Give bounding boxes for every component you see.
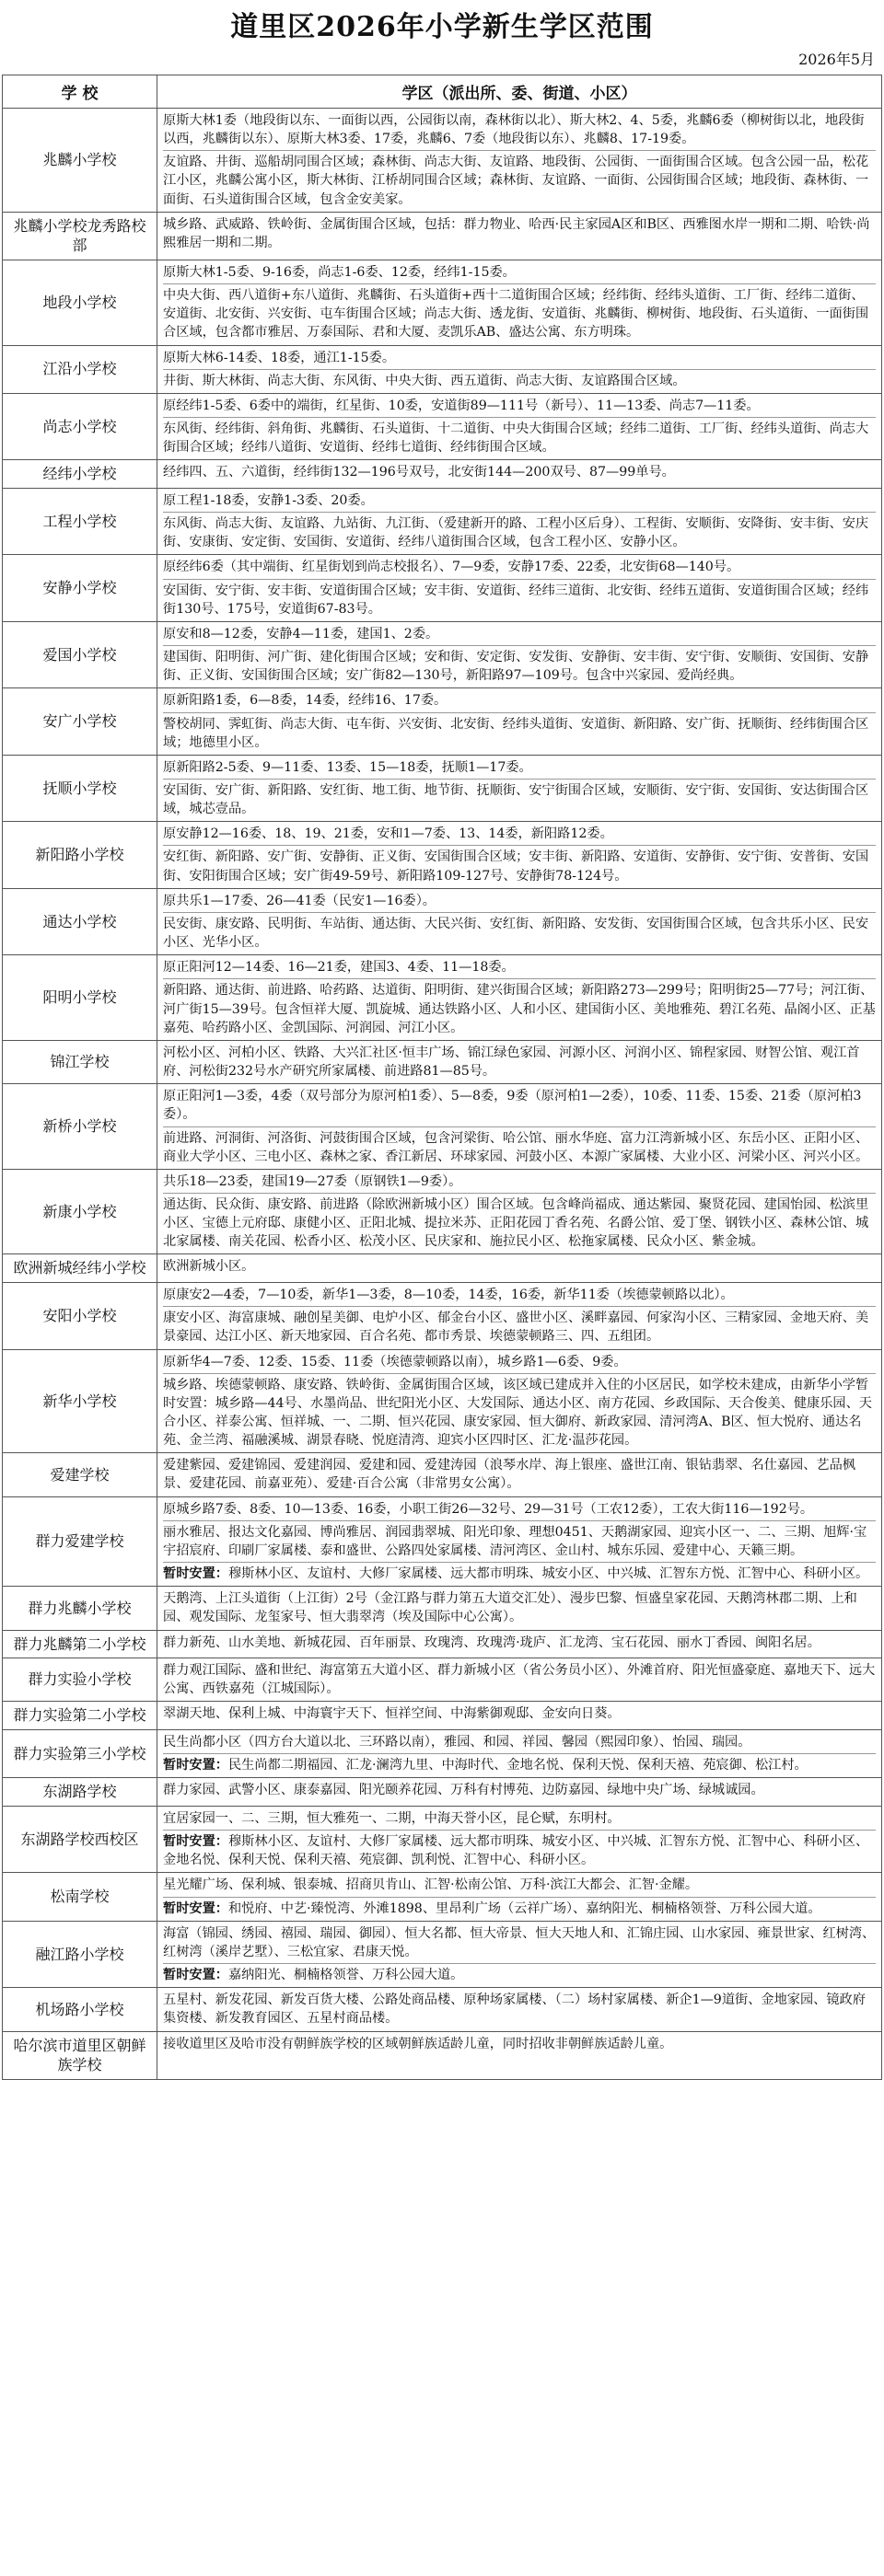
district-area (157, 488, 882, 554)
area-text: 接收道里区及哈市没有朝鲜族学校的区域朝鲜族适龄儿童，同时招收非朝鲜族适龄儿童。 (163, 2036, 673, 2051)
table-row (3, 1778, 882, 1807)
table-row (3, 1453, 882, 1496)
area-text: 河松小区、河柏小区、铁路、大兴汇社区·恒丰广场、锦江绿色家园、河源小区、河润小区、锦程家园、财智公馆、观江首府、河松街232号水产研究所家属楼、前进路81—85号。 (163, 1045, 860, 1080)
school-name: 群力兆麟小学校 (3, 1587, 157, 1630)
school-name: 抚顺小学校 (3, 755, 157, 821)
area-segment (163, 369, 876, 390)
school-name: 群力实验第二小学校 (3, 1702, 157, 1730)
table-row (3, 1254, 882, 1283)
school-name: 经纬小学校 (3, 460, 157, 489)
district-area (157, 345, 882, 393)
area-segment (163, 978, 876, 1036)
school-name: 安广小学校 (3, 688, 157, 755)
area-text: 群力观江国际、盛和世纪、海富第五大道小区、群力新城小区（省公务员小区）、外滩首府、阳光恒盛豪庭、嘉地天下、远大公寓、西铁嘉苑（江城国际）。 (163, 1663, 876, 1697)
school-name: 群力实验第三小学校 (3, 1730, 157, 1778)
district-area (157, 1988, 882, 2031)
district-area (157, 1730, 882, 1778)
district-area (157, 109, 882, 213)
district-area (157, 1806, 882, 1872)
area-segment (163, 1661, 876, 1698)
area-segment (163, 1830, 876, 1869)
table-row (3, 1040, 882, 1083)
area-segment (163, 150, 876, 208)
area-segment (163, 1257, 876, 1276)
area-segment (163, 1753, 876, 1774)
district-area (157, 1254, 882, 1283)
area-text: 穆斯林小区、友谊村、大修厂家属楼、远大都市明珠、城安小区、中兴城、汇智东方悦、汇智中心、科研小区、金地名悦、保利天悦、保利天禧、苑宸御、凯利悦、汇智中心、科研小区。 (163, 1834, 869, 1868)
table-row (3, 1988, 882, 2031)
area-segment (163, 845, 876, 884)
area-text: 原新华4—7委、12委、15委、11委（埃德蒙顿路以南），城乡路1—6委、9委。 (163, 1354, 627, 1369)
area-segment (163, 579, 876, 618)
school-name: 江沿小学校 (3, 345, 157, 393)
area-text: 原斯大林6-14委、18委，通江1-15委。 (163, 350, 396, 365)
district-area (157, 460, 882, 489)
area-segment (163, 1634, 876, 1652)
area-text: 原正阳河1—3委，4委（双号部分为原河柏1委）、5—8委，9委（原河柏1—2委），10委、11委、15委、21委（原河柏3委）。 (163, 1089, 862, 1123)
district-area (157, 1702, 882, 1730)
area-text: 原正阳河12—14委、16—21委，建国3、4委、11—18委。 (163, 960, 515, 976)
district-area (157, 260, 882, 345)
area-segment (163, 2035, 876, 2053)
area-segment (163, 1963, 876, 1984)
school-name: 锦江学校 (3, 1040, 157, 1083)
area-text: 宜居家园一、二、三期，恒大雅苑一、二期，中海天誉小区，昆仑赋，东明村。 (163, 1810, 621, 1826)
table-row (3, 755, 882, 821)
area-segment (163, 263, 876, 282)
table-row (3, 1283, 882, 1349)
school-name: 爱建学校 (3, 1453, 157, 1496)
area-segment (163, 1286, 876, 1304)
area-segment (163, 283, 876, 341)
table-row (3, 109, 882, 213)
header-school: 学 校 (3, 75, 157, 109)
area-text: 共乐18—23委，建国19—27委（原钢铁1—9委）。 (163, 1173, 462, 1189)
area-segment (163, 491, 876, 510)
area-text: 东风街、尚志大街、友谊路、九站街、九江街、（爱建新开的路、工程小区后身）、工程街、安顺街、安降街、安丰街、安庆街、安康街、安定街、安国街、安道街、经纬八道街围合区域，包含工程小区、安静小区。 (163, 516, 869, 550)
table-row (3, 345, 882, 393)
area-segment (163, 712, 876, 752)
area-segment (163, 1520, 876, 1560)
area-segment (163, 1733, 876, 1751)
area-text: 安红街、新阳路、安广街、安静街、正义街、安国街围合区域；安丰街、新阳路、安道街、安静街、安宁街、安普街、安国街、安阳街围合区域；安广街49-59号、新阳路109-127号、安静街78-124号。 (163, 849, 869, 884)
school-name: 安阳小学校 (3, 1283, 157, 1349)
district-area (157, 1921, 882, 1987)
table-row (3, 1730, 882, 1778)
area-segment (163, 111, 876, 148)
area-segment (163, 512, 876, 551)
area-text: 爱建紫园、爱建锦园、爱建润园、爱建和园、爱建涛园（浪琴水岸、海上银座、盛世江南、银钻翡翠、名仕嘉园、艺品枫景、爱建花园、前嘉亚苑）、爱建·百合公寓（非常男女公寓）。 (163, 1458, 855, 1492)
area-segment (163, 758, 876, 777)
area-text: 城乡路、埃德蒙顿路、康安路、铁岭街、金属街围合区域，该区域已建成并入住的小区居民，如学校未建成，由新华小学暂时安置：城乡路—44号、水墨尚品、世纪阳光小区、大发国际、通达小区、南方花园、乡政国际、天合俊美、健康乐园、天合小区、祥泰公寓、恒祥城、一、二期、恒兴花园、康安家园、恒大御府、新政家园、清河湾A、B区、恒大悦府、通达名苑、金兰湾、福融溪城、湖景春晓、悦庭清湾、迎宾小区四时区、汇龙·温莎花园。 (163, 1377, 872, 1449)
district-area (157, 1587, 882, 1630)
area-text: 安国街、安宁街、安丰街、安道街围合区域；安丰街、安道街、经纬三道街、北安街、经纬五道街、安道街围合区域；经纬街130号、175号，安道街67-83号。 (163, 583, 869, 617)
school-name: 阳明小学校 (3, 955, 157, 1041)
document-date: 2026年5月 (798, 51, 875, 68)
school-name: 融江路小学校 (3, 1921, 157, 1987)
district-area (157, 621, 882, 687)
school-name: 新华小学校 (3, 1349, 157, 1453)
school-name: 松南学校 (3, 1873, 157, 1921)
area-segment (163, 1126, 876, 1166)
district-area (157, 1453, 882, 1496)
area-text: 群力家园、武警小区、康泰嘉园、阳光颐养花园、万科有村博苑、边防嘉园、绿地中央广场、绿城诚园。 (163, 1783, 764, 1798)
temporary-placement-label: 暂时安置： (163, 1900, 228, 1916)
area-segment (163, 1353, 876, 1371)
table-row (3, 1349, 882, 1453)
district-area (157, 888, 882, 954)
area-segment (163, 1809, 876, 1828)
area-segment (163, 645, 876, 685)
district-area (157, 555, 882, 621)
school-name: 爱国小学校 (3, 621, 157, 687)
area-text: 原城乡路7委、8委、10—13委、16委，小职工街26—32号、29—31号（工农12委），工农大街116—192号。 (163, 1501, 814, 1517)
school-name: 欧洲新城经纬小学校 (3, 1254, 157, 1283)
area-segment (163, 1044, 876, 1080)
area-segment (163, 691, 876, 710)
area-text: 欧洲新城小区。 (163, 1259, 255, 1275)
area-text: 安国街、安广街、新阳路、安红街、地工街、地节街、抚顺街、安宁街围合区域，安顺街、安宁街、安国街、安达街围合区域，城芯壹品。 (163, 783, 869, 817)
area-text: 经纬四、五、六道街，经纬街132—196号双号，北安街144—200双号、87—99单号。 (163, 465, 675, 480)
area-text: 和悦府、中艺·臻悦湾、外滩1898、里昂利广场（云祥广场）、嘉纳阳光、桐楠格领誉、万科公园大道。 (227, 1900, 821, 1916)
district-area (157, 1496, 882, 1587)
district-area (157, 1283, 882, 1349)
area-segment (163, 825, 876, 843)
area-segment (163, 1562, 876, 1583)
table-row (3, 1921, 882, 1987)
school-name: 群力实验小学校 (3, 1658, 157, 1702)
school-name: 新桥小学校 (3, 1084, 157, 1170)
area-segment (163, 1193, 876, 1251)
area-segment (163, 958, 876, 976)
table-row (3, 955, 882, 1041)
district-area (157, 955, 882, 1041)
area-text: 民生尚都小区（四方台大道以北、三环路以南），雅园、和园、祥园、馨园（熙园印象）、怡园、瑞园。 (163, 1735, 751, 1750)
document-title: 道里区2026年小学新生学区范围 (230, 11, 654, 43)
school-name: 东湖路学校 (3, 1778, 157, 1807)
table-row (3, 621, 882, 687)
school-district-table (2, 75, 882, 2080)
table-row (3, 460, 882, 489)
area-text: 通达街、民众街、康安路、前进路（除欧洲新城小区）围合区域。包含峰尚福成、通达紫园、聚贤花园、建国怡园、松滨里小区、宝德上元府邸、康健小区、正阳北城、提拉米苏、正阳花园丁香名苑、名爵公馆、爱丁堡、钢铁小区、森林公馆、城北家属楼、南关花园、松香小区、松茂小区、民庆家和、施拉民小区、松拖家属楼、民众小区、紫金城。 (163, 1196, 869, 1250)
area-segment (163, 1924, 876, 1961)
area-text: 原斯大林1-5委、9-16委，尚志1-6委、12委，经纬1-15委。 (163, 264, 516, 280)
district-area (157, 1658, 882, 1702)
temporary-placement-label: 暂时安置： (163, 1758, 228, 1773)
area-segment (163, 215, 876, 252)
area-text: 中央大街、西八道街+东八道街、兆麟街、石头道街+西十二道街围合区域；经纬街、经纬头道街、工厂街、经纬二道街、安道街、北安街、兴安街、屯车街围合区域；尚志大街、透龙街、安道街、兆麟街、柳树街、地段街、石头道街、一面街围合区域，包含都市雅居、万泰国际、君和大厦、麦凯乐AB、盛达公寓、东方明珠。 (163, 288, 869, 341)
area-text: 海富（锦园、绣园、禧园、瑞园、御园）、恒大名都、恒大帝景、恒大天地人和、汇锦庄园、山水家园、雍景世家、红树湾、红树湾（溪岸艺墅）、三松宜家、君康天悦。 (163, 1925, 876, 1959)
area-segment (163, 1781, 876, 1799)
area-segment (163, 1500, 876, 1519)
table-row (3, 212, 882, 260)
table-row (3, 1169, 882, 1254)
area-text: 东风街、经纬街、斜角街、兆麟街、石头道街、十二道街、中央大街围合区域；经纬二道街、工厂街、经纬头道街、尚志大街围合区域；经纬八道街、安道街、经纬七道街、经纬街围合区域。 (163, 422, 869, 456)
area-text: 丽水雅居、报达文化嘉园、博尚雅居、润园翡翠城、阳光印象、理想0451、天鹅湖家园、迎宾小区一、二、三期、旭辉·宝宇招宸府、印刷厂家属楼、泰和盛世、公路四处家属楼、清河湾区、金山村、城东乐园、爱建中心、天籁三期。 (163, 1524, 867, 1558)
area-segment (163, 1876, 876, 1894)
document-page (2, 0, 882, 2080)
table-row (3, 1084, 882, 1170)
table-row (3, 260, 882, 345)
district-area (157, 1349, 882, 1453)
area-segment (163, 1704, 876, 1723)
area-segment (163, 417, 876, 456)
area-text: 前进路、河洞街、河洛街、河鼓街围合区域，包含河梁街、哈公馆、丽水华庭、富力江湾新城小区、东岳小区、正阳小区、商业大学小区、三电小区、森林之家、香江新居、环球家园、河鼓小区、本源广家属楼、大业小区、河梁小区、河兴小区。 (163, 1130, 869, 1164)
table-row (3, 1658, 882, 1702)
area-text: 原经纬6委（其中端街、红星街划到尚志校报名）、7—9委，安静17委、22委，北安街68—140号。 (163, 560, 740, 575)
area-text: 天鹅湾、上江头道街（上江街）2号（金江路与群力第五大道交汇处）、漫步巴黎、恒盛皇家花园、天鹅湾林郡二期、上和园、观发国际、龙玺家号、恒大翡翠湾（埃及国际中心公寓）。 (163, 1591, 857, 1625)
temporary-placement-label: 暂时安置： (163, 1566, 228, 1582)
area-text: 民安街、康安路、民明街、车站街、通达街、大民兴街、安红街、新阳路、安发街、安国街围合区域，包含共乐小区、民安小区、光华小区。 (163, 916, 869, 951)
area-segment (163, 1456, 876, 1493)
table-row (3, 1496, 882, 1587)
area-text: 星光耀广场、保利城、银泰城、招商贝肯山、汇智·松南公馆、万科·滨江大都会、汇智·金耀。 (163, 1877, 699, 1893)
school-name: 尚志小学校 (3, 393, 157, 459)
area-segment (163, 463, 876, 481)
table-row (3, 555, 882, 621)
school-name: 地段小学校 (3, 260, 157, 345)
district-area (157, 212, 882, 260)
area-segment (163, 349, 876, 367)
table-row (3, 1702, 882, 1730)
area-text: 井街、斯大林街、尚志大街、东风街、中央大街、西五道街、尚志大街、友谊路围合区域。 (163, 373, 686, 388)
district-area (157, 688, 882, 755)
district-area (157, 1169, 882, 1254)
area-segment (163, 1991, 876, 2027)
header-area: 学区（派出所、委、街道、小区） (157, 75, 882, 109)
district-area (157, 1084, 882, 1170)
area-text: 建国街、阳明街、河广街、建化街围合区域；安和街、安定街、安发街、安静街、安丰街、安宁街、安顺街、安国街、安静街、正义街、安国街围合区域；安广街82—130号，新阳路97—109号。包含中兴家园、爱尚经典。 (163, 650, 869, 684)
table-row (3, 393, 882, 459)
school-name: 工程小学校 (3, 488, 157, 554)
area-text: 民生尚都二期福园、汇龙·澜湾九里、中海时代、金地名悦、保利天悦、保利天禧、苑宸御、松江村。 (227, 1758, 808, 1773)
school-name: 安静小学校 (3, 555, 157, 621)
district-area (157, 1778, 882, 1807)
table-row (3, 2031, 882, 2079)
area-segment (163, 1172, 876, 1191)
district-area (157, 393, 882, 459)
school-name: 东湖路学校西校区 (3, 1806, 157, 1872)
area-text: 原工程1-18委，安静1-3委、20委。 (163, 492, 374, 508)
table-row (3, 1587, 882, 1630)
temporary-placement-label: 暂时安置： (163, 1968, 228, 1983)
area-segment (163, 397, 876, 415)
area-text: 翠湖天地、保利上城、中海寰宇天下、恒祥空间、中海紫御观邸、金安向日葵。 (163, 1706, 621, 1722)
area-text: 康安小区、海富康城、融创星美御、电炉小区、郁金台小区、盛世小区、溪畔嘉园、何家沟小区、三精家园、金地天府、美景豪园、达江小区、新天地家园、百合名苑、都市秀景、埃德蒙顿路三、四、五组团。 (163, 1311, 869, 1345)
district-area (157, 822, 882, 888)
school-name: 群力爱建学校 (3, 1496, 157, 1587)
school-name: 机场路小学校 (3, 1988, 157, 2031)
area-segment (163, 625, 876, 643)
area-segment (163, 779, 876, 818)
table-row (3, 1806, 882, 1872)
table-row (3, 488, 882, 554)
area-text: 嘉纳阳光、桐楠格领誉、万科公园大道。 (227, 1968, 464, 1983)
table-row (3, 688, 882, 755)
district-area (157, 2031, 882, 2079)
area-text: 原康安2—4委，7—10委，新华1—3委，8—10委，14委，16委，新华11委（埃德蒙顿路以北）。 (163, 1288, 734, 1303)
school-name: 兆麟小学校龙秀路校部 (3, 212, 157, 260)
table-row (3, 822, 882, 888)
area-segment (163, 1897, 876, 1918)
area-text: 原新阳路1委，6—8委，14委，经纬16、17委。 (163, 693, 448, 709)
table-header-row (3, 75, 882, 109)
table-row (3, 1873, 882, 1921)
area-text: 城乡路、武威路、铁岭街、金属街围合区域，包括：群力物业、哈西·民主家园A区和B区、西雅图水岸一期和二期、哈铁·尚熙雅居一期和二期。 (163, 216, 870, 250)
area-segment (163, 1306, 876, 1346)
area-text: 警校胡同、霁虹街、尚志大街、屯车街、兴安街、北安街、经纬头道街、安道街、新阳路、安广街、抚顺街、经纬街围合区域；地德里小区。 (163, 716, 869, 750)
area-text: 原安静12—16委、18、19、21委，安和1—7委、13、14委，新阳路12委。 (163, 826, 613, 842)
table-row (3, 1630, 882, 1658)
district-area (157, 1040, 882, 1083)
school-name: 新康小学校 (3, 1169, 157, 1254)
area-text: 原新阳路2-5委、9—11委、13委、15—18委，抚顺1—17委。 (163, 759, 532, 775)
area-text: 穆斯林小区、友谊村、大修厂家属楼、远大都市明珠、城安小区、中兴城、汇智东方悦、汇智中心、科研小区。 (227, 1566, 869, 1582)
area-segment (163, 558, 876, 576)
district-area (157, 755, 882, 821)
temporary-placement-label: 暂时安置： (163, 1834, 228, 1850)
area-text: 原安和8—12委，安静4—11委，建国1、2委。 (163, 626, 439, 641)
area-text: 群力新苑、山水美地、新城花园、百年丽景、玫瑰湾、玫瑰湾·珑庐、汇龙湾、宝石花园、丽水丁香园、闽阳名居。 (163, 1635, 820, 1650)
area-segment (163, 892, 876, 910)
area-text: 五星村、新发花园、新发百货大楼、公路处商品楼、原种场家属楼、（二）场村家属楼、新企1—9道街、金地家园、镜政府集资楼、新发教育园区、五星村商品楼。 (163, 1993, 866, 2027)
school-name: 通达小学校 (3, 888, 157, 954)
school-name: 新阳路小学校 (3, 822, 157, 888)
school-name: 兆麟小学校 (3, 109, 157, 213)
district-area (157, 1873, 882, 1921)
area-segment (163, 1087, 876, 1124)
area-segment (163, 1589, 876, 1626)
area-text: 新阳路、通达街、前进路、哈药路、达道街、阳明街、建兴街围合区域；新阳路273—299号；阳明街25—77号；河江街、河广街15—39号。包含恒祥大厦、凯旋城、通达铁路小区、人和小区、建国街小区、美地雅苑、碧江名苑、晶阁小区、正基嘉苑、哈药路小区、金凯国际、河润园、河江小区。 (163, 983, 876, 1035)
table-body (3, 109, 882, 2080)
area-text: 原斯大林1委（地段街以东、一面街以西，公园街以南，森林街以北）、斯大林2、4、5委，兆麟6委（柳树街以北，地段街以西，兆麟街以东）、原斯大林3委、17委，兆麟6、7委（地段街以东）、兆麟8、17-19委。 (163, 113, 865, 147)
school-name: 群力兆麟第二小学校 (3, 1630, 157, 1658)
area-text: 原经纬1-5委、6委中的端街，红星街、10委，安道街89—111号（新号）、11—13委、尚志7—11委。 (163, 398, 760, 413)
area-segment (163, 912, 876, 952)
area-text: 原共乐1—17委、26—41委（民安1—16委）。 (163, 893, 436, 908)
table-row (3, 888, 882, 954)
area-segment (163, 1373, 876, 1450)
area-text: 友谊路、井街、巡船胡同围合区域；森林街、尚志大街、友谊路、地段街、公园街、一面街围合区域。包含公园一品，松花江小区，兆麟公寓小区，斯大林街、江桥胡同围合区域；森林街、友谊路、一面街、公园街围合区域；地段街、森林街、一面街、石头道街围合区域，包含金安美家。 (163, 155, 869, 207)
school-name: 哈尔滨市道里区朝鲜族学校 (3, 2031, 157, 2079)
district-area (157, 1630, 882, 1658)
